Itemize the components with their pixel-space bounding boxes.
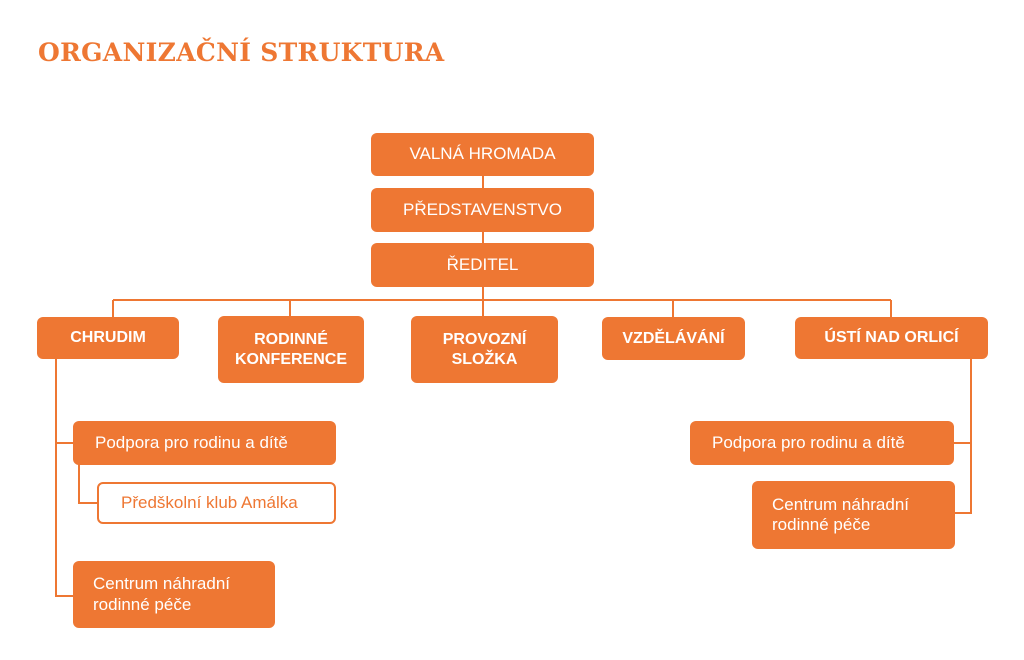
node-vzdelavani: VZDĚLÁVÁNÍ: [602, 317, 745, 360]
node-chrudim-predskolni-klub: Předškolní klub Amálka: [97, 482, 336, 524]
page-title: ORGANIZAČNÍ STRUKTURA: [38, 38, 445, 67]
node-usti-nad-orlici: ÚSTÍ NAD ORLICÍ: [795, 317, 988, 359]
node-chrudim: CHRUDIM: [37, 317, 179, 359]
node-usti-centrum: Centrum náhradní rodinné péče: [752, 481, 955, 549]
node-predstavenstvo: PŘEDSTAVENSTVO: [371, 188, 594, 232]
node-chrudim-centrum: Centrum náhradní rodinné péče: [73, 561, 275, 628]
node-chrudim-podpora: Podpora pro rodinu a dítě: [73, 421, 336, 465]
node-rodinne-konference: RODINNÉ KONFERENCE: [218, 316, 364, 383]
connector-klub: [79, 463, 97, 503]
node-usti-podpora: Podpora pro rodinu a dítě: [690, 421, 954, 465]
node-valna-hromada: VALNÁ HROMADA: [371, 133, 594, 176]
connector-chrudim-branch: [56, 358, 73, 596]
node-provozni-slozka: PROVOZNÍ SLOŽKA: [411, 316, 558, 383]
connector-usti-branch: [954, 358, 971, 513]
node-reditel: ŘEDITEL: [371, 243, 594, 287]
